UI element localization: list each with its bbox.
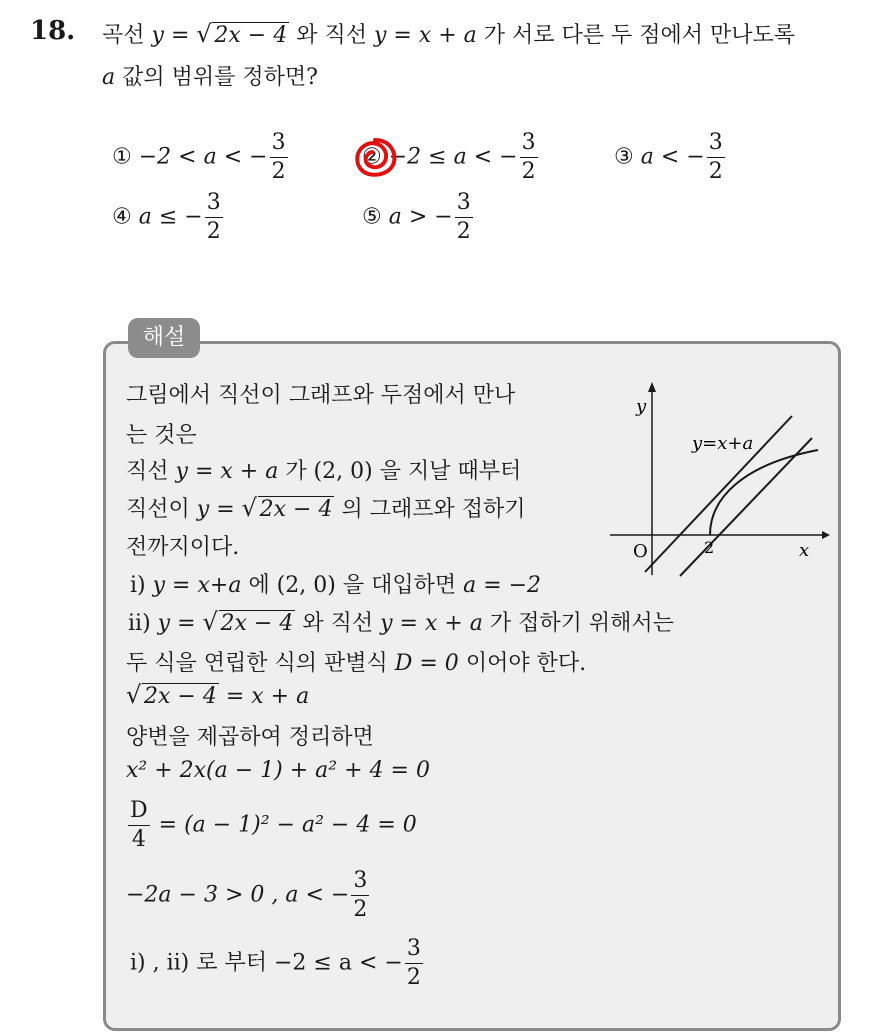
y-label: y (636, 396, 647, 417)
curve-lhs: y = (151, 23, 190, 48)
choice-fraction-3: $\frac{3}{2}$ (708, 130, 723, 184)
choice-expr-2: −2 ≤ a < − (388, 144, 518, 170)
tick-label-2: 2 (704, 538, 715, 557)
y-axis-arrow-icon (648, 382, 656, 392)
choice-fraction-4: $\frac{3}{2}$ (206, 190, 221, 244)
choice-expr-4: a ≤ − (138, 204, 203, 230)
sol-line-2: 는 것은 (126, 423, 197, 448)
x-axis-arrow-icon (822, 531, 830, 539)
choice-expr-5: a > − (388, 204, 453, 230)
choice-expr-3: a < − (640, 144, 705, 170)
curve-sqrt: √ 2x − 4 (196, 20, 288, 48)
sol-line-1: 그림에서 직선이 그래프와 두점에서 만나 (126, 383, 516, 408)
problem-text-1: 곡선 (102, 23, 145, 48)
problem-text-4: 값의 범위를 정하면? (122, 65, 318, 90)
choice-mark-3: ③ (614, 144, 634, 170)
sol-line-11: x² + 2x(a − 1) + a² + 4 = 0 (126, 758, 430, 783)
choice-expr-1: −2 < a < − (138, 144, 268, 170)
line-label: y=x+a (692, 433, 754, 454)
solution-graph (600, 380, 830, 580)
sol-line-3: 직선 y = x + a 가 (2, 0) 을 지날 때부터 (126, 459, 522, 484)
origin-label: O (633, 541, 648, 562)
choice-mark-1: ① (112, 144, 132, 170)
problem-text-3: 가 서로 다른 두 점에서 만나도록 (483, 23, 795, 48)
choice-fraction-2: $\frac{3}{2}$ (521, 130, 536, 184)
problem-line-2 (102, 60, 318, 91)
sol-line-5: 전까지이다. (126, 535, 240, 560)
sqrt-curve (710, 450, 818, 535)
x-label: x (799, 540, 810, 561)
choice-fraction-1: $\frac{3}{2}$ (271, 130, 286, 184)
problem-text-2: 와 직선 (296, 23, 367, 48)
sol-line-13: −2a − 3 > 0 , a < − $\frac{3}{2}$ (126, 868, 368, 922)
sol-line-4: 직선이 y = √ 2x − 4 의 그래프와 접하기 (126, 494, 526, 522)
sol-line-12: $\frac{D}{4}$ = (a − 1)² − a² − 4 = 0 (130, 798, 417, 852)
choice-mark-4: ④ (112, 204, 132, 230)
choice-mark-5: ⑤ (362, 204, 382, 230)
problem-line-1 (102, 18, 795, 49)
choice-fraction-5: $\frac{3}{2}$ (456, 190, 471, 244)
sol-line-7: ⅱ) y = √ 2x − 4 와 직선 y = x + a 가 접하기 위해서는 (128, 608, 674, 636)
sol-line-10: 양변을 제곱하여 정리하면 (126, 725, 374, 750)
solution-tag: 해설 (128, 318, 200, 358)
sol-line-8: 두 식을 연립한 식의 판별식 D = 0 이어야 한다. (126, 651, 587, 676)
choice-3[interactable] (614, 132, 727, 183)
sol-line-14: ⅰ) , ⅱ) 로 부터 −2 ≤ a < − $\frac{3}{2}$ (130, 936, 421, 990)
tangent-line (680, 438, 812, 576)
choice-mark-2: ② (362, 144, 382, 170)
choice-1[interactable] (112, 132, 290, 183)
problem-number: 18. (30, 16, 76, 46)
sol-line-6: ⅰ) y = x+a 에 (2, 0) 을 대입하면 a = −2 (130, 573, 542, 598)
choice-4[interactable] (112, 192, 225, 243)
var-a: a (102, 65, 116, 90)
answer-circle-icon (350, 134, 400, 182)
sol-line-9: √ 2x − 4 = x + a (126, 681, 310, 709)
choice-5[interactable] (362, 192, 475, 243)
line-equation: y = x + a (373, 23, 477, 48)
